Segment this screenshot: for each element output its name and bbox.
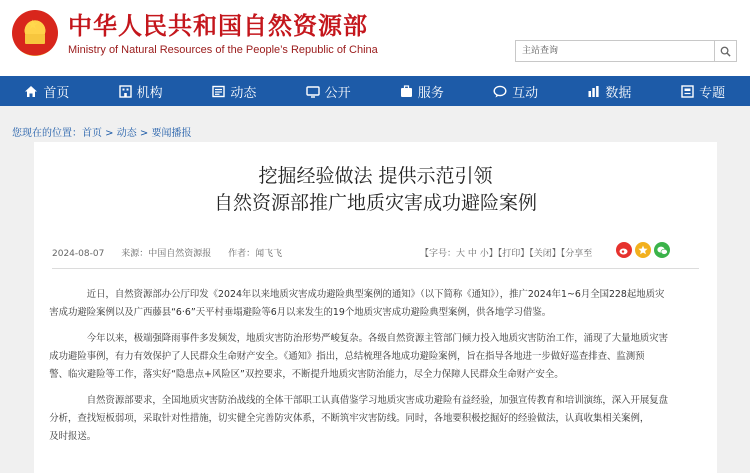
- main-nav: [0, 76, 750, 106]
- search-button[interactable]: [715, 40, 737, 62]
- article-meta: [52, 246, 296, 259]
- article-title-line2: 自然资源部推广地质灾害成功避险案例: [213, 192, 537, 214]
- weibo-share-icon[interactable]: [616, 242, 632, 258]
- topic-icon: [681, 85, 694, 98]
- search-input[interactable]: 主站查询: [515, 40, 715, 62]
- breadcrumb-separator: >: [136, 128, 152, 139]
- nav-organization[interactable]: 机构: [94, 76, 188, 106]
- paragraph-line: 分析，查找短板弱项，采取针对性措施，切实健全完善防灾体系，不断筑牢灾害防线。同时，各地要积极挖掘好的经验做法，认真收集相关案例，: [49, 413, 650, 424]
- chart-icon: [587, 85, 600, 98]
- paragraph-line: 今年以来，极端强降雨事件多发频发，地质灾害防治形势严峻复杂。各级自然资源主管部门倾力投入地质灾害防治工作，涌现了大量地质灾害: [86, 333, 669, 344]
- meta-divider: [52, 268, 699, 269]
- breadcrumb-news[interactable]: 动态: [116, 128, 137, 139]
- paragraph-line: 近日，自然资源部办公厅印发《2024年以来地质灾害成功避险典型案例的通知》（以下简称《通知》），推广2024年1~6月全国228起地质灾: [86, 289, 665, 300]
- breadcrumb-home[interactable]: 首页: [82, 128, 102, 139]
- disclosure-icon: [306, 85, 320, 98]
- site-header: [0, 0, 750, 76]
- site-subtitle: Ministry of Natural Resources of the People’s Republic of China: [68, 44, 378, 56]
- service-icon: [400, 85, 413, 98]
- article-date: 2024-08-07: [52, 249, 105, 259]
- paragraph-line: 成功避险事例，有力有效保护了人民群众生命财产安全。《通知》指出，总结梳理各地成功避险案例，旨在指导各地进一步做好巡查排查、监测预: [49, 351, 645, 362]
- national-emblem-icon[interactable]: ★: [12, 10, 58, 56]
- news-icon: [212, 85, 225, 98]
- article-source: 来源：中国自然资源报: [121, 249, 212, 259]
- article-card: [34, 142, 717, 473]
- article-paragraph-2: [49, 330, 698, 384]
- article-paragraph-1: [49, 286, 698, 322]
- building-icon: [119, 85, 132, 98]
- nav-service[interactable]: 服务: [375, 76, 469, 106]
- paragraph-line: 及时报送。: [49, 431, 97, 442]
- nav-home[interactable]: 首页: [0, 76, 94, 106]
- article-author: 作者：闻飞飞: [228, 249, 283, 259]
- qzone-share-icon[interactable]: [635, 242, 651, 258]
- nav-topic[interactable]: 专题: [656, 76, 750, 106]
- breadcrumb-separator: >: [102, 128, 117, 139]
- search-icon: [720, 46, 731, 57]
- nav-data[interactable]: 数据: [563, 76, 657, 106]
- breadcrumb-prefix: 您现在的位置：: [12, 128, 82, 139]
- font-size-tools[interactable]: 【字号：大 中 小】【打印】【关闭】【分享至: [420, 249, 593, 259]
- wechat-share-icon[interactable]: [654, 242, 670, 258]
- nav-disclosure[interactable]: 公开: [281, 76, 375, 106]
- nav-interaction[interactable]: 互动: [469, 76, 563, 106]
- home-icon: [24, 85, 38, 98]
- chat-icon: [493, 85, 507, 98]
- article-paragraph-3: [49, 392, 698, 446]
- breadcrumb-headlines[interactable]: 要闻播报: [151, 128, 192, 139]
- paragraph-line: 害成功避险案例以及广西藤县“6·6”天平村垂塌避险等6月以来发生的19个地质灾害成功避险典型案例，供各地学习借鉴。: [49, 307, 552, 318]
- article-title-line1: 挖掘经验做法 提供示范引领: [258, 165, 493, 187]
- paragraph-line: 自然资源部要求，全国地质灾害防治战线的全体干部职工认真借鉴学习地质灾害成功避险有益经验，加强宣传教育和培训演练，深入开展复盘: [86, 395, 669, 406]
- paragraph-line: 警、临灾避险等工作，落实好“隐患点+风险区”双控要求，不断提升地质灾害防治能力，尽全力保障人民群众生命财产安全。: [49, 369, 564, 380]
- share-buttons: [616, 242, 673, 258]
- nav-news[interactable]: 动态: [188, 76, 282, 106]
- site-title[interactable]: 中华人民共和国自然资源部: [68, 12, 368, 40]
- breadcrumb: [12, 124, 192, 139]
